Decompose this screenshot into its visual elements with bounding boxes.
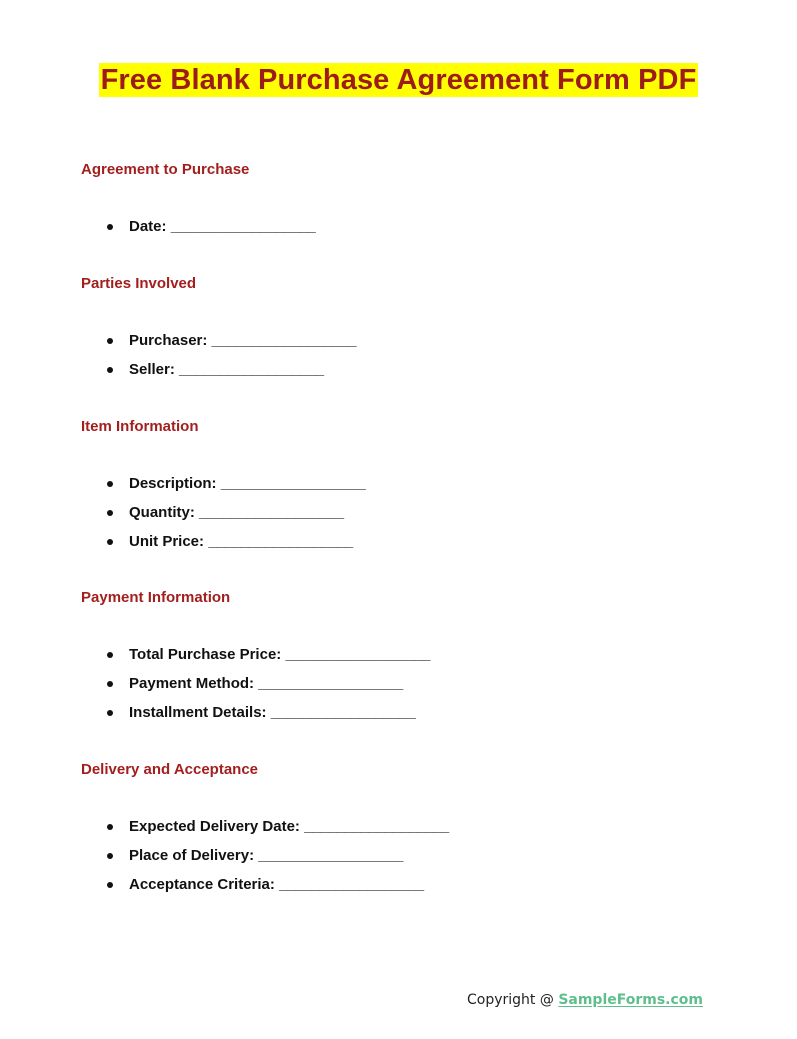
title-container	[0, 63, 797, 97]
field-label: Place of Delivery:	[129, 847, 255, 864]
field-quantity[interactable]	[81, 504, 365, 533]
field-blank-line[interactable]: __________________	[208, 533, 353, 550]
field-blank-line[interactable]: __________________	[220, 475, 366, 492]
bullet-icon	[107, 853, 113, 859]
bullet-icon	[107, 681, 113, 687]
field-blank-line[interactable]: __________________	[211, 332, 357, 349]
section-delivery-and-acceptance	[81, 761, 449, 905]
bullet-icon	[107, 824, 113, 830]
field-label: Seller:	[129, 361, 175, 378]
field-date[interactable]	[81, 218, 315, 247]
field-list	[81, 646, 430, 733]
field-label: Unit Price:	[129, 533, 205, 550]
field-blank-line[interactable]: __________________	[285, 646, 431, 663]
field-label: Description:	[129, 475, 217, 492]
field-total-purchase-price[interactable]	[81, 646, 430, 675]
section-heading: Payment Information	[81, 589, 231, 606]
section-agreement-to-purchase	[81, 161, 315, 247]
field-blank-line[interactable]: __________________	[304, 818, 449, 835]
bullet-icon	[107, 652, 113, 658]
field-blank-line[interactable]: __________________	[199, 504, 344, 521]
field-seller[interactable]	[81, 361, 356, 390]
bullet-icon	[107, 882, 113, 888]
field-blank-line[interactable]: __________________	[270, 704, 416, 721]
field-blank-line[interactable]: __________________	[179, 361, 324, 378]
field-list	[81, 818, 449, 905]
field-unit-price[interactable]	[81, 533, 365, 562]
bullet-icon	[107, 367, 113, 373]
field-label: Expected Delivery Date:	[129, 818, 300, 835]
field-label: Acceptance Criteria:	[129, 876, 275, 893]
field-description[interactable]	[81, 475, 365, 504]
section-heading: Agreement to Purchase	[81, 161, 250, 178]
field-list	[81, 475, 365, 562]
field-label: Purchaser:	[129, 332, 208, 349]
section-item-information	[81, 418, 365, 562]
section-heading: Delivery and Acceptance	[81, 761, 259, 778]
field-blank-line[interactable]: __________________	[258, 847, 403, 864]
sampleforms-link[interactable]: SampleForms.com	[558, 992, 704, 1008]
bullet-icon	[107, 539, 113, 545]
section-payment-information	[81, 589, 430, 733]
field-label: Quantity:	[129, 504, 195, 521]
field-expected-delivery-date[interactable]	[81, 818, 449, 847]
bullet-icon	[107, 224, 113, 230]
field-purchaser[interactable]	[81, 332, 356, 361]
bullet-icon	[107, 510, 113, 516]
section-parties-involved	[81, 275, 356, 390]
field-list	[81, 218, 315, 247]
field-label: Total Purchase Price:	[129, 646, 282, 663]
field-blank-line[interactable]: __________________	[258, 675, 403, 692]
field-blank-line[interactable]: __________________	[170, 218, 316, 235]
field-payment-method[interactable]	[81, 675, 430, 704]
page-title: Free Blank Purchase Agreement Form PDF	[100, 64, 697, 96]
footer-copyright	[467, 992, 703, 1008]
field-acceptance-criteria[interactable]	[81, 876, 449, 905]
field-label: Payment Method:	[129, 675, 255, 692]
section-heading: Item Information	[81, 418, 199, 435]
bullet-icon	[107, 481, 113, 487]
bullet-icon	[107, 338, 113, 344]
field-blank-line[interactable]: __________________	[279, 876, 424, 893]
bullet-icon	[107, 710, 113, 716]
field-label: Date:	[129, 218, 167, 235]
field-installment-details[interactable]	[81, 704, 430, 733]
field-label: Installment Details:	[129, 704, 267, 721]
field-place-of-delivery[interactable]	[81, 847, 449, 876]
copyright-text: Copyright @	[467, 992, 559, 1008]
section-heading: Parties Involved	[81, 275, 197, 292]
field-list	[81, 332, 356, 390]
